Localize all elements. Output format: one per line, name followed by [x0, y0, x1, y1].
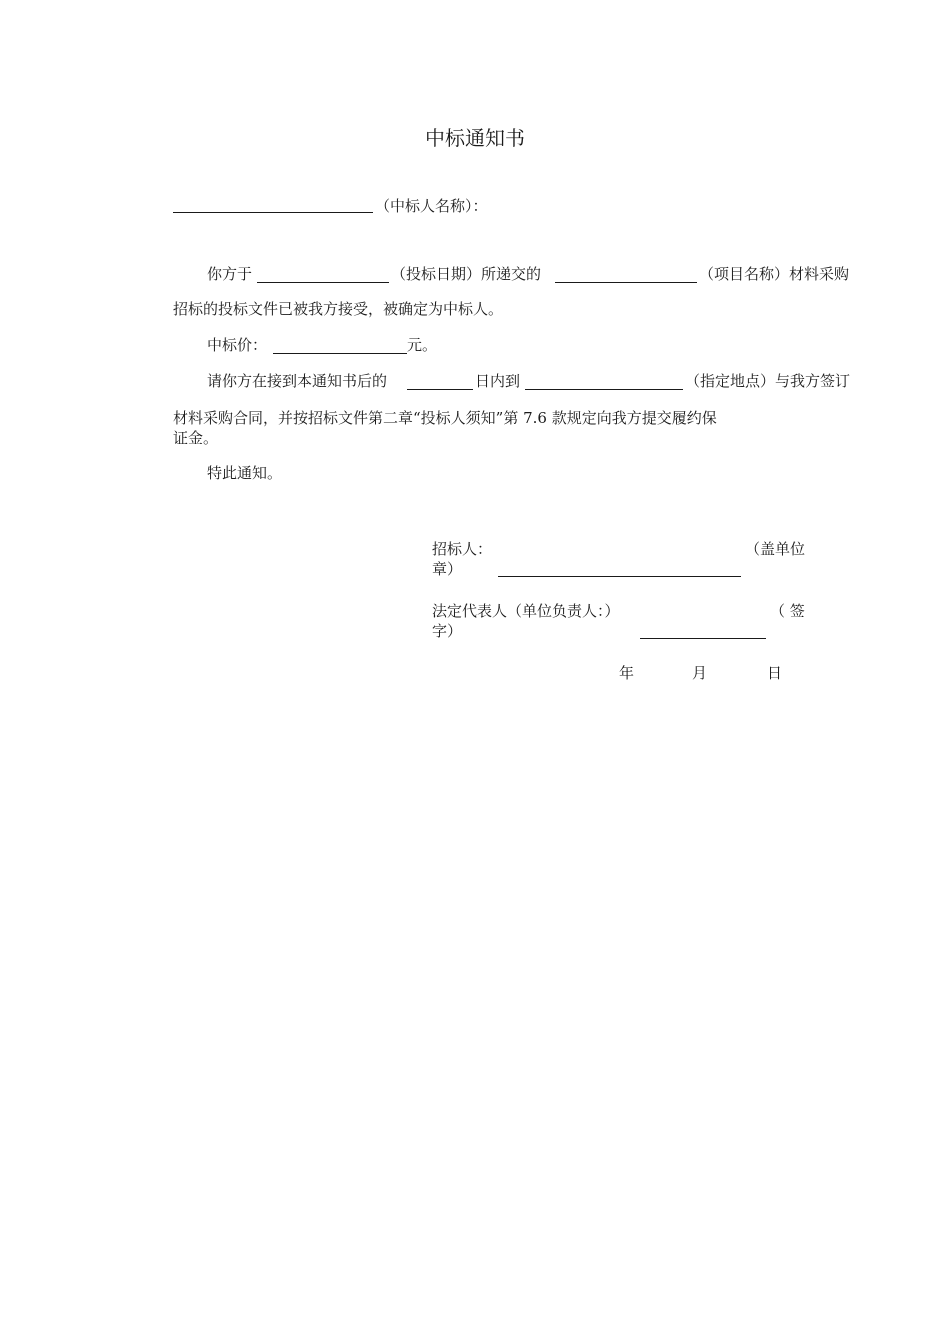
location-blank[interactable]: [525, 389, 683, 390]
addressee-suffix: （中标人名称）：: [375, 197, 488, 215]
para3-line3: 证金。: [173, 429, 219, 447]
tenderer-seal-note-b: 章）: [432, 560, 463, 578]
tenderer-seal-blank[interactable]: [498, 576, 741, 577]
para3-line2: 材料采购合同，并按招标文件第二章“投标人须知”第 7.6 款规定向我方提交履约保: [173, 409, 717, 427]
project-name-blank[interactable]: [555, 282, 697, 283]
tenderer-seal-note-a: （盖单位: [745, 540, 806, 558]
legal-rep-sign-blank[interactable]: [640, 638, 766, 639]
date-month: 月: [692, 664, 708, 682]
days-blank[interactable]: [407, 389, 473, 390]
location-label: （指定地点）与我方签订: [685, 372, 851, 390]
legal-rep-sign-note-a: （ 签: [770, 602, 805, 620]
closing-text: 特此通知。: [207, 464, 283, 482]
days-label: 日内到: [475, 372, 521, 390]
legal-rep-label: 法定代表人（单位负责人：）: [432, 602, 620, 620]
tenderer-label: 招标人：: [432, 540, 493, 558]
legal-rep-sign-note-b: 字）: [432, 622, 463, 640]
bid-date-blank[interactable]: [257, 282, 389, 283]
bid-date-label: （投标日期）所递交的: [391, 265, 542, 283]
date-day: 日: [767, 664, 783, 682]
para1-start: 你方于: [207, 265, 253, 283]
project-name-label: （项目名称）材料采购: [699, 265, 850, 283]
price-label: 中标价：: [207, 336, 268, 354]
para3-start: 请你方在接到本通知书后的: [207, 372, 388, 390]
winner-name-blank[interactable]: [173, 212, 373, 213]
price-blank[interactable]: [273, 353, 407, 354]
price-unit: 元。: [407, 336, 438, 354]
document-title: 中标通知书: [425, 126, 525, 150]
para1-line2: 招标的投标文件已被我方接受，被确定为中标人。: [173, 300, 504, 318]
date-year: 年: [619, 664, 635, 682]
